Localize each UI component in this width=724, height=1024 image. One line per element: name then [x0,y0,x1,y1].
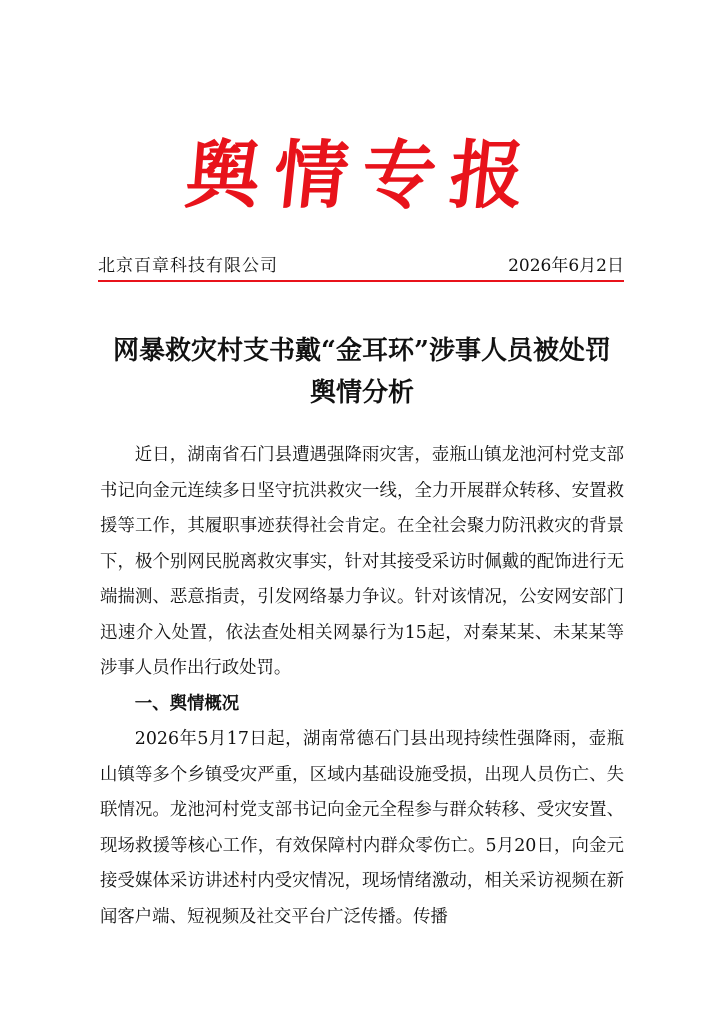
report-body [100,438,624,935]
intro-paragraph: 近日，湖南省石门县遭遇强降雨灾害，壶瓶山镇龙池河村党支部书记向金元连续多日坚守抗洪救灾一线，全力开展群众转移、安置救援等工作，其履职事迹获得社会肯定。在全社会聚力防汛救灾的背景下，极个别网民脱离救灾事实，针对其接受采访时佩戴的配饰进行无端揣测、恶意指责，引发网络暴力争议。针对该情况，公安网安部门迅速介入处置，依法查处相关网暴行为15起，对秦某某、未某某等涉事人员作出行政处罚。 [100,445,624,678]
report-title [88,330,636,414]
red-divider [98,280,624,282]
report-title-line1: 网暴救灾村支书戴“金耳环”涉事人员被处罚 [113,336,611,366]
section-paragraph: 2026年5月17日起，湖南常德石门县出现持续性强降雨，壶瓶山镇等多个乡镇受灾严重，区域内基础设施受损，出现人员伤亡、失联情况。龙池河村党支部书记向金元全程参与群众转移、受灾安置、现场救援等核心工作，有效保障村内群众零伤亡。5月20日，向金元接受媒体采访讲述村内受灾情况，现场情绪激动，相关采访视频在新闻客户端、短视频及社交平台广泛传播。传播 [100,729,624,927]
report-date: 2026年6月2日 [508,256,624,276]
section-heading: 一、舆情概况 [134,693,240,714]
masthead-title: 舆情专报 [181,133,543,219]
company-name: 北京百章科技有限公司 [98,256,278,276]
report-title-line2: 舆情分析 [309,378,414,408]
meta-row [98,252,624,280]
